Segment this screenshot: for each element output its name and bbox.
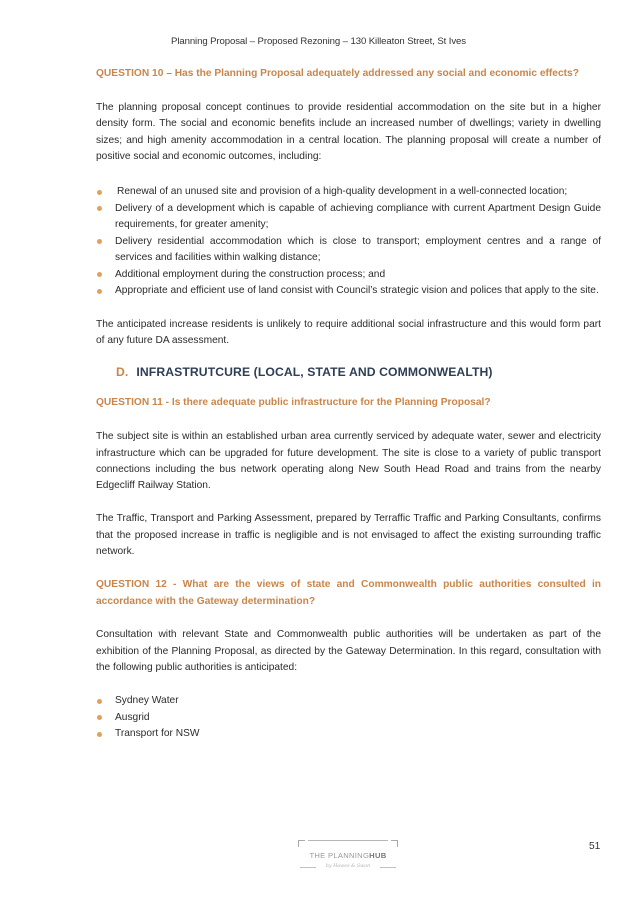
section-letter: D. bbox=[116, 365, 129, 380]
list-item: Additional employment during the construction process; and bbox=[96, 267, 601, 284]
bullet-icon bbox=[97, 699, 102, 704]
question-10-heading: QUESTION 10 – Has the Planning Proposal adequately addressed any social and economic effects? bbox=[96, 68, 579, 79]
list-item: Appropriate and efficient use of land consist with Council’s strategic vision and polices that apply to the site. bbox=[96, 283, 601, 300]
q12-consultation-paragraph: Consultation with relevant State and Commonwealth public authorities will be undertaken as part of the exhibition of the Planning Proposal, as directed by the Gateway Determination. In this regard, consultation with the following public authorities is anticipated: bbox=[96, 629, 601, 673]
bullet-icon bbox=[97, 715, 102, 720]
q11-traffic-paragraph: The Traffic, Transport and Parking Assessment, prepared by Terraffic Traffic and Parking Consultants, confirms that the proposed increase in traffic is negligible and is not envisaged to affect the existing surrounding traffic network. bbox=[96, 513, 601, 558]
bullet-icon bbox=[97, 272, 102, 277]
q10-intro-paragraph: The planning proposal concept continues to provide residential accommodation on the site but in a higher density form. The social and economic benefits include an increased number of dwellings; variety in dwelling sizes; and high amenity accommodation in a central location. The planning proposal will create a number of positive social and economic outcomes, including: bbox=[96, 102, 601, 162]
list-item: Transport for NSW bbox=[96, 726, 601, 743]
section-d-heading bbox=[96, 365, 601, 379]
bullet-icon bbox=[97, 239, 102, 244]
bullet-icon bbox=[97, 289, 102, 294]
list-item: Delivery of a development which is capable of achieving compliance with current Apartment Design Guide requirements, for greater amenity; bbox=[96, 201, 601, 234]
section-title: INFRASTRUTCURE (LOCAL, STATE AND COMMONWEALTH) bbox=[136, 365, 493, 380]
question-12-heading: QUESTION 12 - What are the views of state and Commonwealth public authorities consulted in accordance with the Gateway determination? bbox=[96, 579, 601, 607]
bullet-icon bbox=[97, 206, 102, 211]
q11-infrastructure-paragraph: The subject site is within an established urban area currently serviced by adequate water, sewer and electricity infrastructure which can be upgraded for future development. The site is close to a variety of public transport connections including the bus network operating along New South Head Road and trains from the nearby Edgecliff Railway Station. bbox=[96, 431, 601, 492]
logo-wordmark: THE PLANNINGHUB bbox=[309, 851, 387, 860]
list-item: Delivery residential accommodation which is close to transport; employment centres and a range of services and facilities within walking distance; bbox=[96, 234, 601, 267]
page-content bbox=[96, 66, 601, 743]
bullet-icon bbox=[97, 732, 102, 737]
bullet-icon bbox=[97, 190, 102, 195]
planninghub-logo bbox=[298, 840, 398, 874]
page-number: 51 bbox=[589, 841, 601, 852]
list-item: Sydney Water bbox=[96, 693, 601, 710]
q12-authorities-list bbox=[96, 693, 601, 743]
logo-tagline: by Hawes & Swan bbox=[325, 864, 371, 869]
list-item: Ausgrid bbox=[96, 710, 601, 727]
q10-outcomes-list bbox=[96, 184, 601, 300]
list-item: Renewal of an unused site and provision of a high-quality development in a well-connected location; bbox=[96, 184, 601, 201]
q10-closing-paragraph: The anticipated increase residents is unlikely to require additional social infrastructure and this would form part of any future DA assessment. bbox=[96, 318, 601, 346]
question-11-heading: QUESTION 11 - Is there adequate public infrastructure for the Planning Proposal? bbox=[96, 397, 491, 409]
running-header: Planning Proposal – Proposed Rezoning – 130 Killeaton Street, St Ives bbox=[171, 36, 466, 47]
